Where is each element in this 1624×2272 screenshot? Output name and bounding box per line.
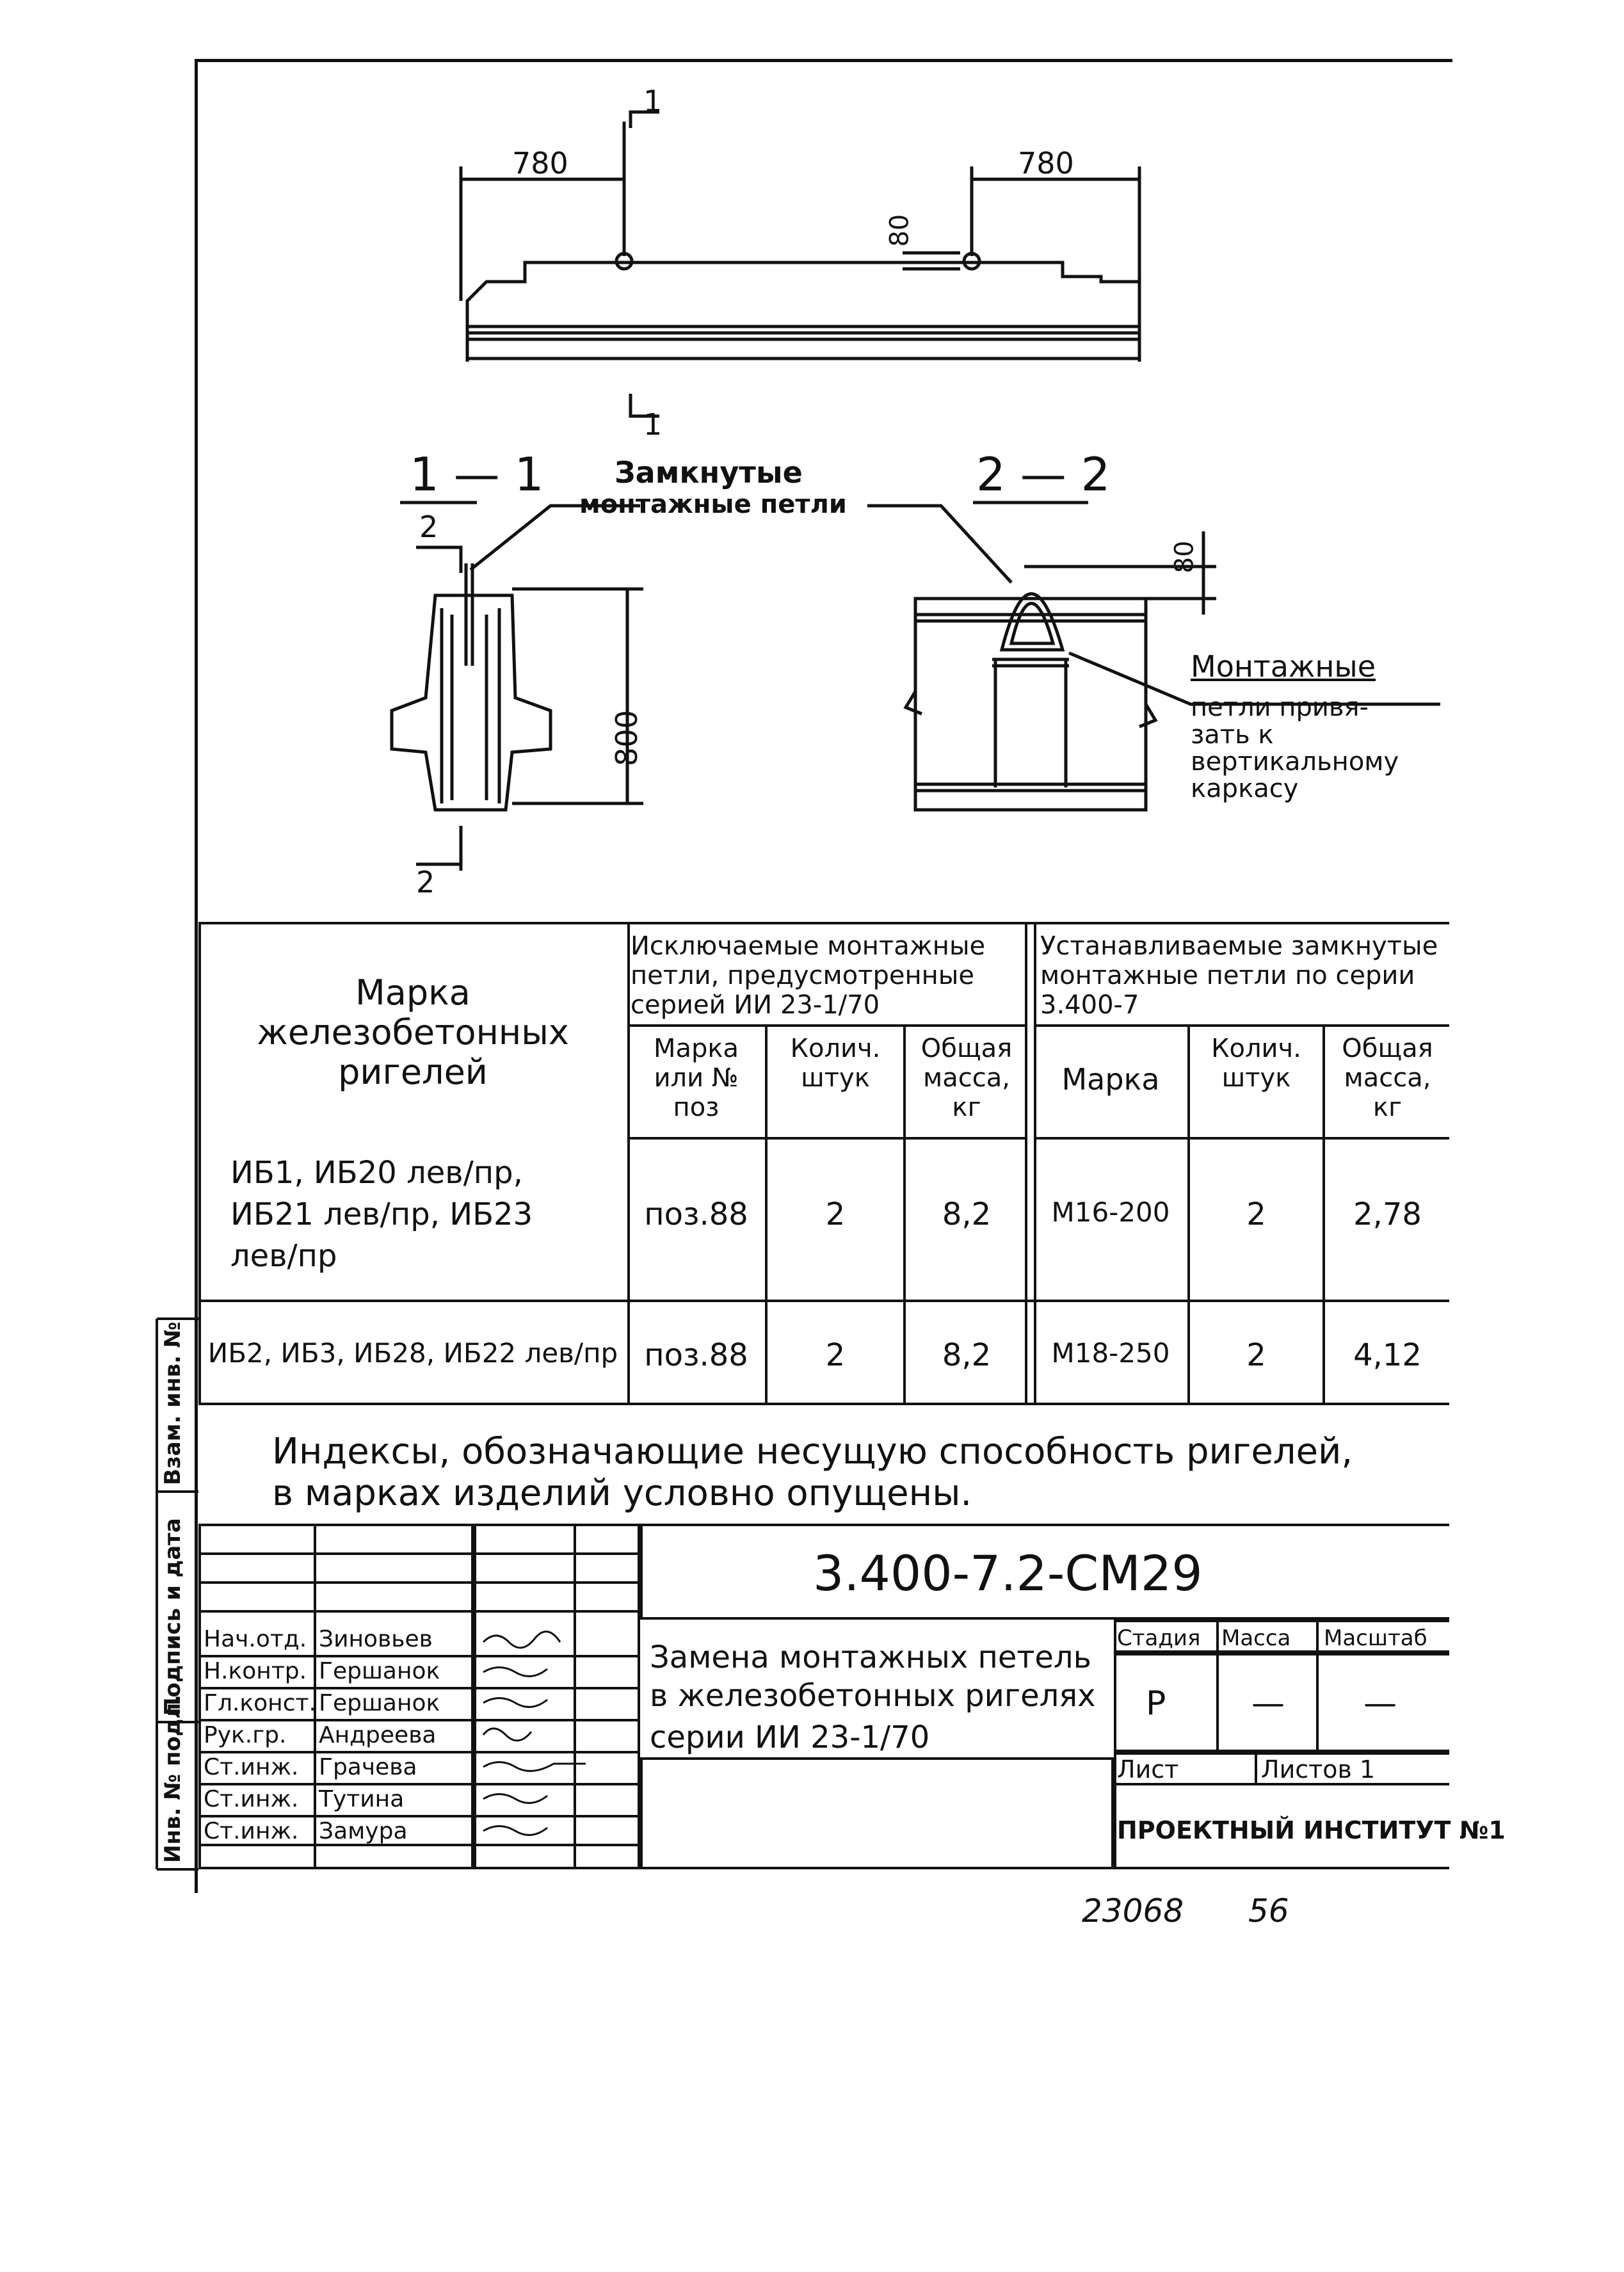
title-line-1: Замена монтажных петель bbox=[650, 1640, 1091, 1675]
row2-pos: поз.88 bbox=[644, 1337, 748, 1373]
group-excluded: Исключаемые монтажные петли, предусмотренные серией ИИ 23-1/70 bbox=[631, 931, 986, 1020]
drawing-code: 3.400-7.2-СМ29 bbox=[813, 1545, 1203, 1602]
staff-name-2: Гершанок bbox=[319, 1658, 440, 1684]
staff-name-6: Тутина bbox=[319, 1786, 405, 1812]
signature-icon bbox=[483, 1728, 531, 1741]
note-line-5: каркасу bbox=[1191, 774, 1299, 803]
row1-qty: 2 bbox=[825, 1196, 846, 1232]
row1-new-qty: 2 bbox=[1246, 1196, 1266, 1232]
row2-qty: 2 bbox=[825, 1337, 846, 1373]
staff-role-6: Ст.инж. bbox=[204, 1786, 299, 1812]
signature-icon bbox=[483, 1698, 547, 1707]
staff-role-3: Гл.конст. bbox=[204, 1690, 316, 1716]
signature-icon bbox=[483, 1794, 547, 1803]
staff-name-1: Зиновьев bbox=[319, 1626, 433, 1652]
row1-new-mark: М16-200 bbox=[1051, 1196, 1170, 1228]
scale-value: — bbox=[1363, 1684, 1397, 1723]
row1-mark: ИБ1, ИБ20 лев/пр, ИБ21 лев/пр, ИБ23 лев/пр bbox=[230, 1155, 533, 1274]
dim-780-right: 780 bbox=[1018, 146, 1074, 181]
sheets-label: Листов 1 bbox=[1261, 1755, 1376, 1784]
sub-mass-2: Общая масса, кг bbox=[1342, 1034, 1433, 1122]
title-line-3: серии ИИ 23-1/70 bbox=[650, 1720, 930, 1755]
row2-new-mass: 4,12 bbox=[1353, 1337, 1422, 1373]
note-line-1: Индексы, обозначающие несущую способность ригелей, bbox=[272, 1431, 1353, 1472]
staff-role-1: Нач.отд. bbox=[204, 1626, 307, 1652]
mark-2-bottom: 2 bbox=[416, 865, 435, 899]
signature-icon bbox=[483, 1826, 547, 1835]
group-installed: Устанавливаемые замкнутые монтажные петли по серии 3.400-7 bbox=[1040, 931, 1438, 1020]
sheet-label: Лист bbox=[1117, 1755, 1179, 1784]
side-inv-repl: Взам. инв. № bbox=[160, 1321, 186, 1485]
note-line-2: петли привя- bbox=[1191, 693, 1369, 722]
title-line-2: в железобетонных ригелях bbox=[650, 1678, 1096, 1714]
staff-role-5: Ст.инж. bbox=[204, 1754, 299, 1780]
row2-mark: ИБ2, ИБ3, ИБ28, ИБ22 лев/пр bbox=[207, 1337, 618, 1369]
staff-name-3: Гершанок bbox=[319, 1690, 440, 1716]
row2-new-qty: 2 bbox=[1246, 1337, 1266, 1373]
dim-80-right: 80 bbox=[1170, 540, 1200, 574]
section-2-2-title: 2 — 2 bbox=[976, 447, 1111, 501]
staff-role-4: Рук.гр. bbox=[204, 1722, 287, 1748]
dim-780-left: 780 bbox=[512, 146, 568, 181]
institute: ПРОЕКТНЫЙ ИНСТИТУТ №1 bbox=[1117, 1816, 1506, 1844]
row2-new-mark: М18-250 bbox=[1051, 1337, 1170, 1369]
note-title: Монтажные bbox=[1191, 649, 1376, 684]
staff-role-7: Ст.инж. bbox=[204, 1818, 299, 1844]
signature-icon bbox=[483, 1632, 560, 1648]
section-1-1-title: 1 — 1 bbox=[410, 447, 544, 501]
stage-value: Р bbox=[1146, 1684, 1166, 1723]
loops-label-1: Замкнутые bbox=[615, 455, 803, 490]
dim-800: 800 bbox=[609, 710, 644, 766]
row1-pos: поз.88 bbox=[644, 1196, 748, 1232]
section-mark-bottom: 1 bbox=[643, 407, 663, 442]
note-line-2-text: в марках изделий условно опущены. bbox=[272, 1472, 972, 1514]
row2-mass: 8,2 bbox=[942, 1337, 992, 1373]
sub-mark-or-pos: Марка или № поз bbox=[653, 1034, 739, 1122]
staff-name-7: Замура bbox=[319, 1818, 408, 1844]
staff-name-5: Грачева bbox=[319, 1754, 417, 1780]
dim-80-top: 80 bbox=[885, 214, 915, 247]
col-mark-header: Марка железобетонных ригелей bbox=[257, 972, 569, 1093]
footer-number-1: 23068 bbox=[1082, 1892, 1184, 1930]
mass-label: Масса bbox=[1221, 1625, 1291, 1651]
stage-label: Стадия bbox=[1117, 1625, 1201, 1651]
loops-label-2: монтажные петли bbox=[579, 490, 847, 519]
staff-name-4: Андреева bbox=[319, 1722, 437, 1748]
side-sign-date: Подпись и дата bbox=[160, 1518, 186, 1716]
mass-value: — bbox=[1251, 1684, 1285, 1723]
row1-new-mass: 2,78 bbox=[1353, 1196, 1422, 1232]
side-inv-orig: Инв. № подл. bbox=[160, 1694, 186, 1863]
sub-mass: Общая масса, кг bbox=[921, 1034, 1013, 1122]
signature-icon bbox=[483, 1668, 547, 1677]
sub-mark: Марка bbox=[1061, 1062, 1160, 1097]
row1-mass: 8,2 bbox=[942, 1196, 992, 1232]
note-line-3: зать к bbox=[1191, 720, 1274, 750]
footer-number-2: 56 bbox=[1248, 1892, 1289, 1930]
section-mark-top: 1 bbox=[643, 84, 663, 118]
signature-icon bbox=[483, 1762, 586, 1771]
staff-role-2: Н.контр. bbox=[204, 1658, 307, 1684]
mark-2-top: 2 bbox=[419, 510, 438, 544]
sub-qty-2: Колич. штук bbox=[1211, 1034, 1301, 1093]
sub-qty: Колич. штук bbox=[790, 1034, 881, 1093]
note-line-4: вертикальному bbox=[1191, 747, 1399, 777]
scale-label: Масштаб bbox=[1324, 1625, 1427, 1651]
